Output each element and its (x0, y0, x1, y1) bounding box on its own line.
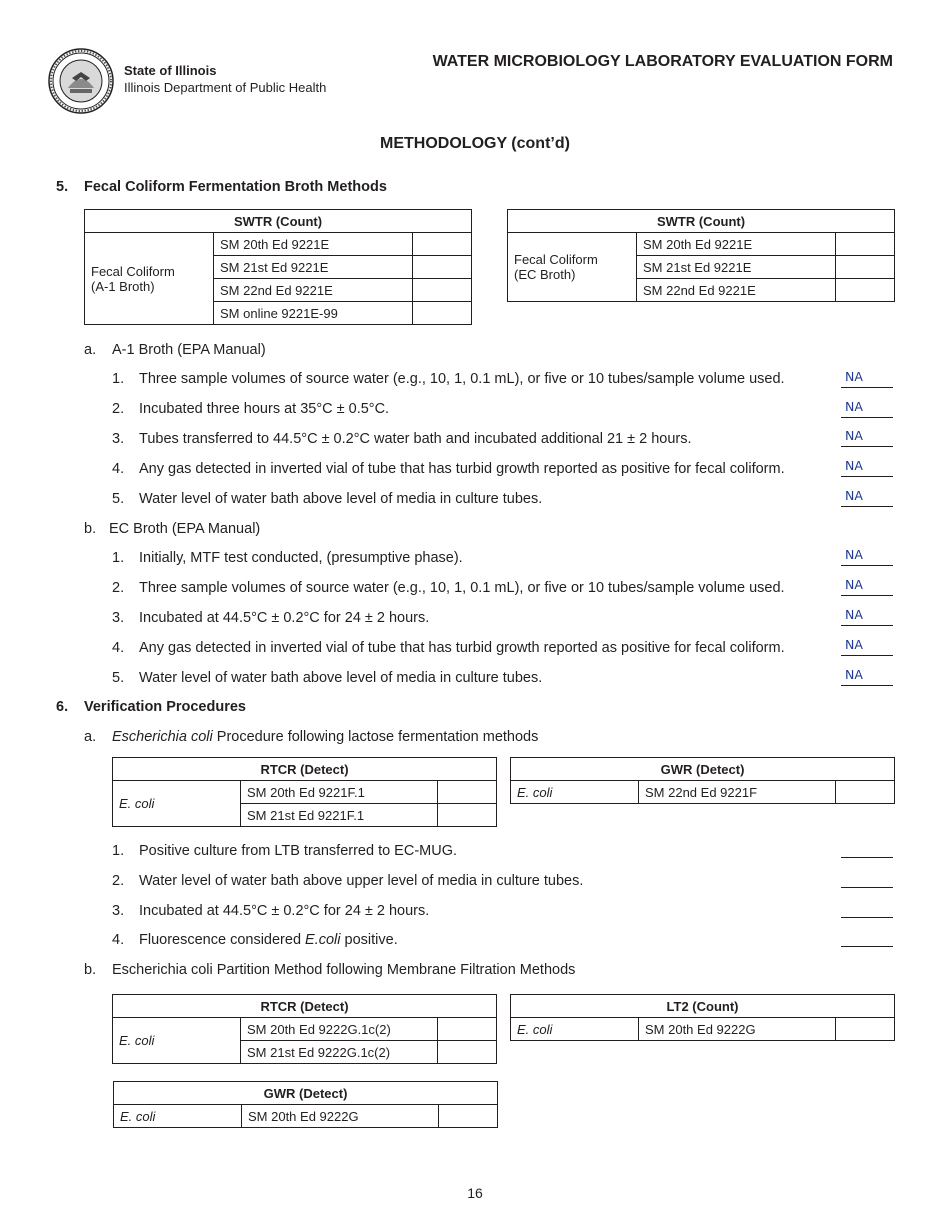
check-cell[interactable] (836, 781, 895, 804)
item-6a-4: 4. Fluorescence considered E.coli positive. (112, 932, 398, 948)
item-5b-3: 3. Incubated at 44.5°C ± 0.2°C for 24 ± 2 hours. (112, 610, 430, 626)
row-label: Fecal Coliform (A-1 Broth) (85, 233, 214, 325)
row-label: E. coli (511, 1018, 639, 1041)
check-cell[interactable] (836, 256, 895, 279)
method-cell: SM 20th Ed 9222G.1c(2) (241, 1018, 438, 1041)
subsection-6b-heading: b. Escherichia coli Partition Method following Membrane Filtration Methods (84, 962, 576, 978)
item-5b-2: 2. Three sample volumes of source water (e.g., 10, 1, 0.1 mL), or five or 10 tubes/sample volume used. (112, 580, 785, 596)
method-cell: SM 20th Ed 9222G (242, 1105, 439, 1128)
method-cell: SM 22nd Ed 9221E (637, 279, 836, 302)
answer-field-5b-3[interactable]: NA (841, 608, 893, 626)
answer-field-5a-2[interactable]: NA (841, 400, 893, 418)
check-cell[interactable] (438, 1018, 497, 1041)
method-cell: SM 20th Ed 9221E (214, 233, 413, 256)
swtr-a1-table (84, 209, 472, 325)
subsection-5a-heading: a. A-1 Broth (EPA Manual) (84, 342, 266, 358)
check-cell[interactable] (438, 804, 497, 827)
table-header: SWTR (Count) (508, 210, 895, 233)
method-cell: SM 21st Ed 9221E (214, 256, 413, 279)
item-5a-3: 3. Tubes transferred to 44.5°C ± 0.2°C water bath and incubated additional 21 ± 2 hours. (112, 431, 692, 447)
row-label: E. coli (511, 781, 639, 804)
answer-field-6a-2[interactable] (841, 870, 893, 888)
gwr-lactose-table (510, 757, 895, 804)
table-header: SWTR (Count) (85, 210, 472, 233)
state-name: State of Illinois (124, 63, 217, 78)
answer-field-6a-3[interactable] (841, 900, 893, 918)
table-header: GWR (Detect) (511, 758, 895, 781)
table-header: LT2 (Count) (511, 995, 895, 1018)
illinois-state-seal (48, 48, 114, 114)
item-5b-5: 5. Water level of water bath above level of media in culture tubes. (112, 670, 543, 686)
answer-field-5b-4[interactable]: NA (841, 638, 893, 656)
method-cell: SM 21st Ed 9221F.1 (241, 804, 438, 827)
subsection-5b-heading: b. EC Broth (EPA Manual) (84, 521, 261, 537)
item-5a-2: 2. Incubated three hours at 35°C ± 0.5°C. (112, 401, 390, 417)
row-label: Fecal Coliform (EC Broth) (508, 233, 637, 302)
method-cell: SM 20th Ed 9222G (639, 1018, 836, 1041)
method-cell: SM online 9221E-99 (214, 302, 413, 325)
item-6a-2: 2. Water level of water bath above upper level of media in culture tubes. (112, 873, 584, 889)
item-5a-5: 5. Water level of water bath above level of media in culture tubes. (112, 491, 543, 507)
rtcr-lactose-table (112, 757, 497, 827)
methodology-title: METHODOLOGY (cont’d) (380, 135, 570, 152)
row-label: E. coli (114, 1105, 242, 1128)
check-cell[interactable] (413, 279, 472, 302)
swtr-ec-table (507, 209, 895, 302)
answer-field-5a-1[interactable]: NA (841, 370, 893, 388)
item-5b-1: 1. Initially, MTF test conducted, (presumptive phase). (112, 550, 463, 566)
answer-field-5b-5[interactable]: NA (841, 668, 893, 686)
section-6-heading: 6. Verification Procedures (56, 699, 246, 715)
method-cell: SM 22nd Ed 9221E (214, 279, 413, 302)
check-cell[interactable] (438, 1041, 497, 1064)
check-cell[interactable] (836, 233, 895, 256)
item-5a-4: 4. Any gas detected in inverted vial of tube that has turbid growth reported as positive for fecal coliform. (112, 461, 785, 477)
rtcr-partition-table (112, 994, 497, 1064)
check-cell[interactable] (413, 256, 472, 279)
answer-field-5b-1[interactable]: NA (841, 548, 893, 566)
section-5-heading: 5. Fecal Coliform Fermentation Broth Methods (56, 179, 387, 195)
answer-field-6a-1[interactable] (841, 840, 893, 858)
table-header: RTCR (Detect) (113, 995, 497, 1018)
row-label: E. coli (113, 781, 241, 827)
method-cell: SM 22nd Ed 9221F (639, 781, 836, 804)
check-cell[interactable] (836, 279, 895, 302)
page-number: 16 (467, 1185, 483, 1201)
item-6a-1: 1. Positive culture from LTB transferred to EC-MUG. (112, 843, 458, 859)
gwr-partition-table (113, 1081, 498, 1128)
table-header: RTCR (Detect) (113, 758, 497, 781)
method-cell: SM 21st Ed 9221E (637, 256, 836, 279)
method-cell: SM 20th Ed 9221F.1 (241, 781, 438, 804)
check-cell[interactable] (413, 233, 472, 256)
item-5a-1: 1. Three sample volumes of source water (e.g., 10, 1, 0.1 mL), or five or 10 tubes/sample volume used. (112, 371, 785, 387)
subsection-6a-heading: a. Escherichia coli Procedure following lactose fermentation methods (84, 729, 539, 745)
form-title: WATER MICROBIOLOGY LABORATORY EVALUATION FORM (432, 53, 893, 70)
table-header: GWR (Detect) (114, 1082, 498, 1105)
item-5b-4: 4. Any gas detected in inverted vial of tube that has turbid growth reported as positive for fecal coliform. (112, 640, 785, 656)
answer-field-5a-3[interactable]: NA (841, 429, 893, 447)
check-cell[interactable] (439, 1105, 498, 1128)
row-label: E. coli (113, 1018, 241, 1064)
answer-field-5b-2[interactable]: NA (841, 578, 893, 596)
answer-field-6a-4[interactable] (841, 929, 893, 947)
method-cell: SM 20th Ed 9221E (637, 233, 836, 256)
item-6a-3: 3. Incubated at 44.5°C ± 0.2°C for 24 ± 2 hours. (112, 903, 430, 919)
check-cell[interactable] (413, 302, 472, 325)
answer-field-5a-5[interactable]: NA (841, 489, 893, 507)
check-cell[interactable] (836, 1018, 895, 1041)
answer-field-5a-4[interactable]: NA (841, 459, 893, 477)
check-cell[interactable] (438, 781, 497, 804)
method-cell: SM 21st Ed 9222G.1c(2) (241, 1041, 438, 1064)
lt2-partition-table (510, 994, 895, 1041)
department-name: Illinois Department of Public Health (124, 80, 327, 95)
